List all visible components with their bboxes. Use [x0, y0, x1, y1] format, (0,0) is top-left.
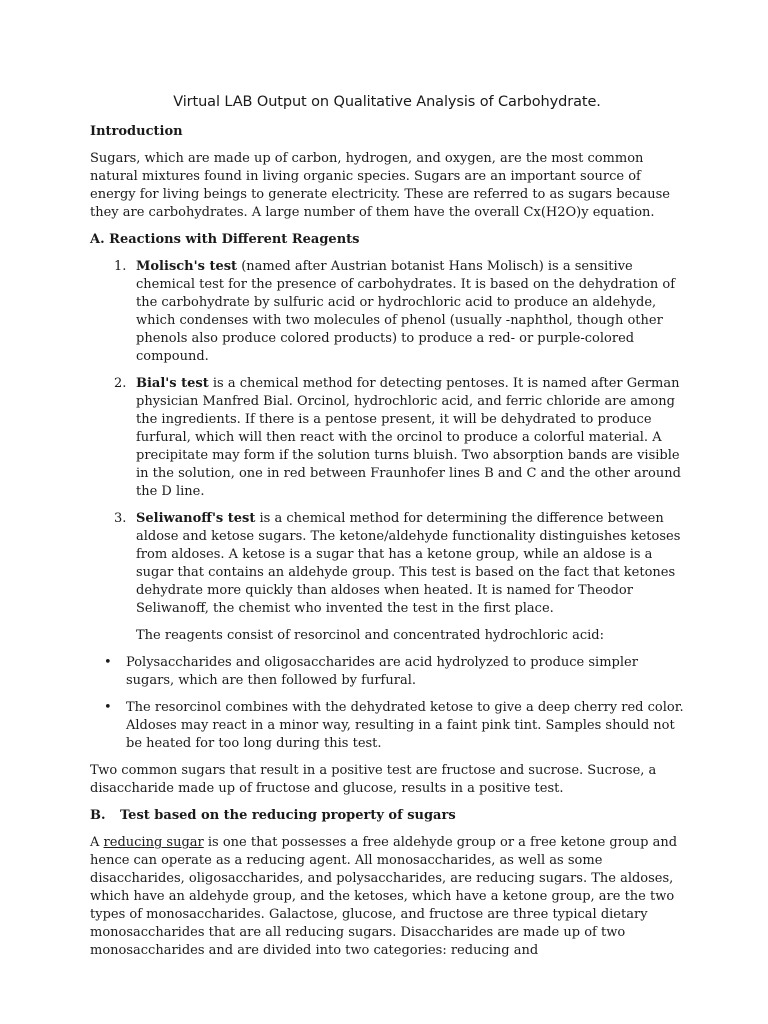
- bullet-text: Polysaccharides and oligosaccharides are acid hydrolyzed to produce simpler sugars, which are then followed by furfural.: [126, 655, 638, 688]
- list-number: 1.: [114, 259, 127, 274]
- introduction-paragraph: Sugars, which are made up of carbon, hydrogen, and oxygen, are the most common natural mixtures found in living organic species. Sugars are an important source of energy for living beings to generate electricity. These are referred to as sugars because they are carbohydrates. A large number of them have the overall Cx(H2O)y equation.: [90, 151, 670, 220]
- section-b-letter: B.: [90, 808, 106, 823]
- list-number: 3.: [114, 511, 127, 526]
- section-b-heading: [90, 807, 684, 825]
- test-name: Molisch's test: [136, 259, 238, 274]
- list-item: [90, 699, 684, 753]
- test-name: Seliwanoff's test: [136, 511, 256, 526]
- reducing-sugar-link[interactable]: reducing sugar: [103, 835, 204, 850]
- list-number: 2.: [114, 376, 127, 391]
- bullet-text: The resorcinol combines with the dehydrated ketose to give a deep cherry red color. Aldoses may react in a minor way, resulting in a faint pink tint. Samples should not be heated for too long during this test.: [126, 700, 684, 751]
- list-item: [90, 654, 684, 690]
- section-a-closing-paragraph: Two common sugars that result in a positive test are fructose and sucrose. Sucrose, a disaccharide made up of fructose and glucose, results in a positive test.: [90, 763, 657, 796]
- section-b-title: Test based on the reducing property of sugars: [120, 808, 456, 823]
- section-b-paragraph: [90, 834, 684, 960]
- document-body: [90, 90, 684, 969]
- text-segment: A: [90, 835, 104, 850]
- list-item-bial: [90, 375, 684, 501]
- reagent-bullet-list: [90, 654, 684, 753]
- section-a-heading: A. Reactions with Different Reagents: [90, 232, 360, 247]
- introduction-heading: Introduction: [90, 124, 183, 139]
- bullet-icon: •: [104, 700, 112, 715]
- reagents-paragraph: The reagents consist of resorcinol and concentrated hydrochloric acid:: [136, 628, 604, 643]
- list-item-molisch: [90, 258, 684, 366]
- bullet-icon: •: [104, 655, 112, 670]
- test-description: (named after Austrian botanist Hans Molisch) is a sensitive chemical test for the presence of carbohydrates. It is based on the dehydration of the carbohydrate by sulfuric acid or hydrochloric acid to produce an aldehyde, which condenses with two molecules of phenol (usually -naphthol, though other phenols also produce colored products) to produce a red- or purple-colored compound.: [136, 259, 676, 364]
- test-description: is a chemical method for determining the difference between aldose and ketose sugars. The ketone/aldehyde functionality distinguishes ketoses from aldoses. A ketose is a sugar that has a ketone group, while an aldose is a sugar that contains an aldehyde group. This test is based on the fact that ketones dehydrate more quickly than aldoses when heated. It is named for Theodor Seliwanoff, the chemist who invented the test in the first place.: [136, 511, 681, 616]
- document-title: Virtual LAB Output on Qualitative Analysis of Carbohydrate.: [173, 94, 601, 110]
- text-segment: is one that possesses a free aldehyde group or a free ketone group and hence can operate as a reducing agent. All monosaccharides, as well as some disaccharides, oligosaccharides, and polysaccharides, are reducing sugars. The aldoses, which have an aldehyde group, and the ketoses, which have a ketone group, are the two types of monosaccharides. Galactose, glucose, and fructose are three typical dietary monosaccharides that are all reducing sugars. Disaccharides are made up of two monosaccharides and are divided into two categories: reducing and: [90, 835, 678, 958]
- reagent-test-list: [90, 258, 684, 618]
- test-description: is a chemical method for detecting pentoses. It is named after German physician Manfred Bial. Orcinol, hydrochloric acid, and ferric chloride are among the ingredients. If there is a pentose present, it will be dehydrated to produce furfural, which will then react with the orcinol to produce a colorful material. A precipitate may form if the solution turns bluish. Two absorption bands are visible in the solution, one in red between Fraunhofer lines B and C and the other around the D line.: [136, 376, 681, 499]
- list-item-seliwanoff: [90, 510, 684, 618]
- test-name: Bial's test: [136, 376, 209, 391]
